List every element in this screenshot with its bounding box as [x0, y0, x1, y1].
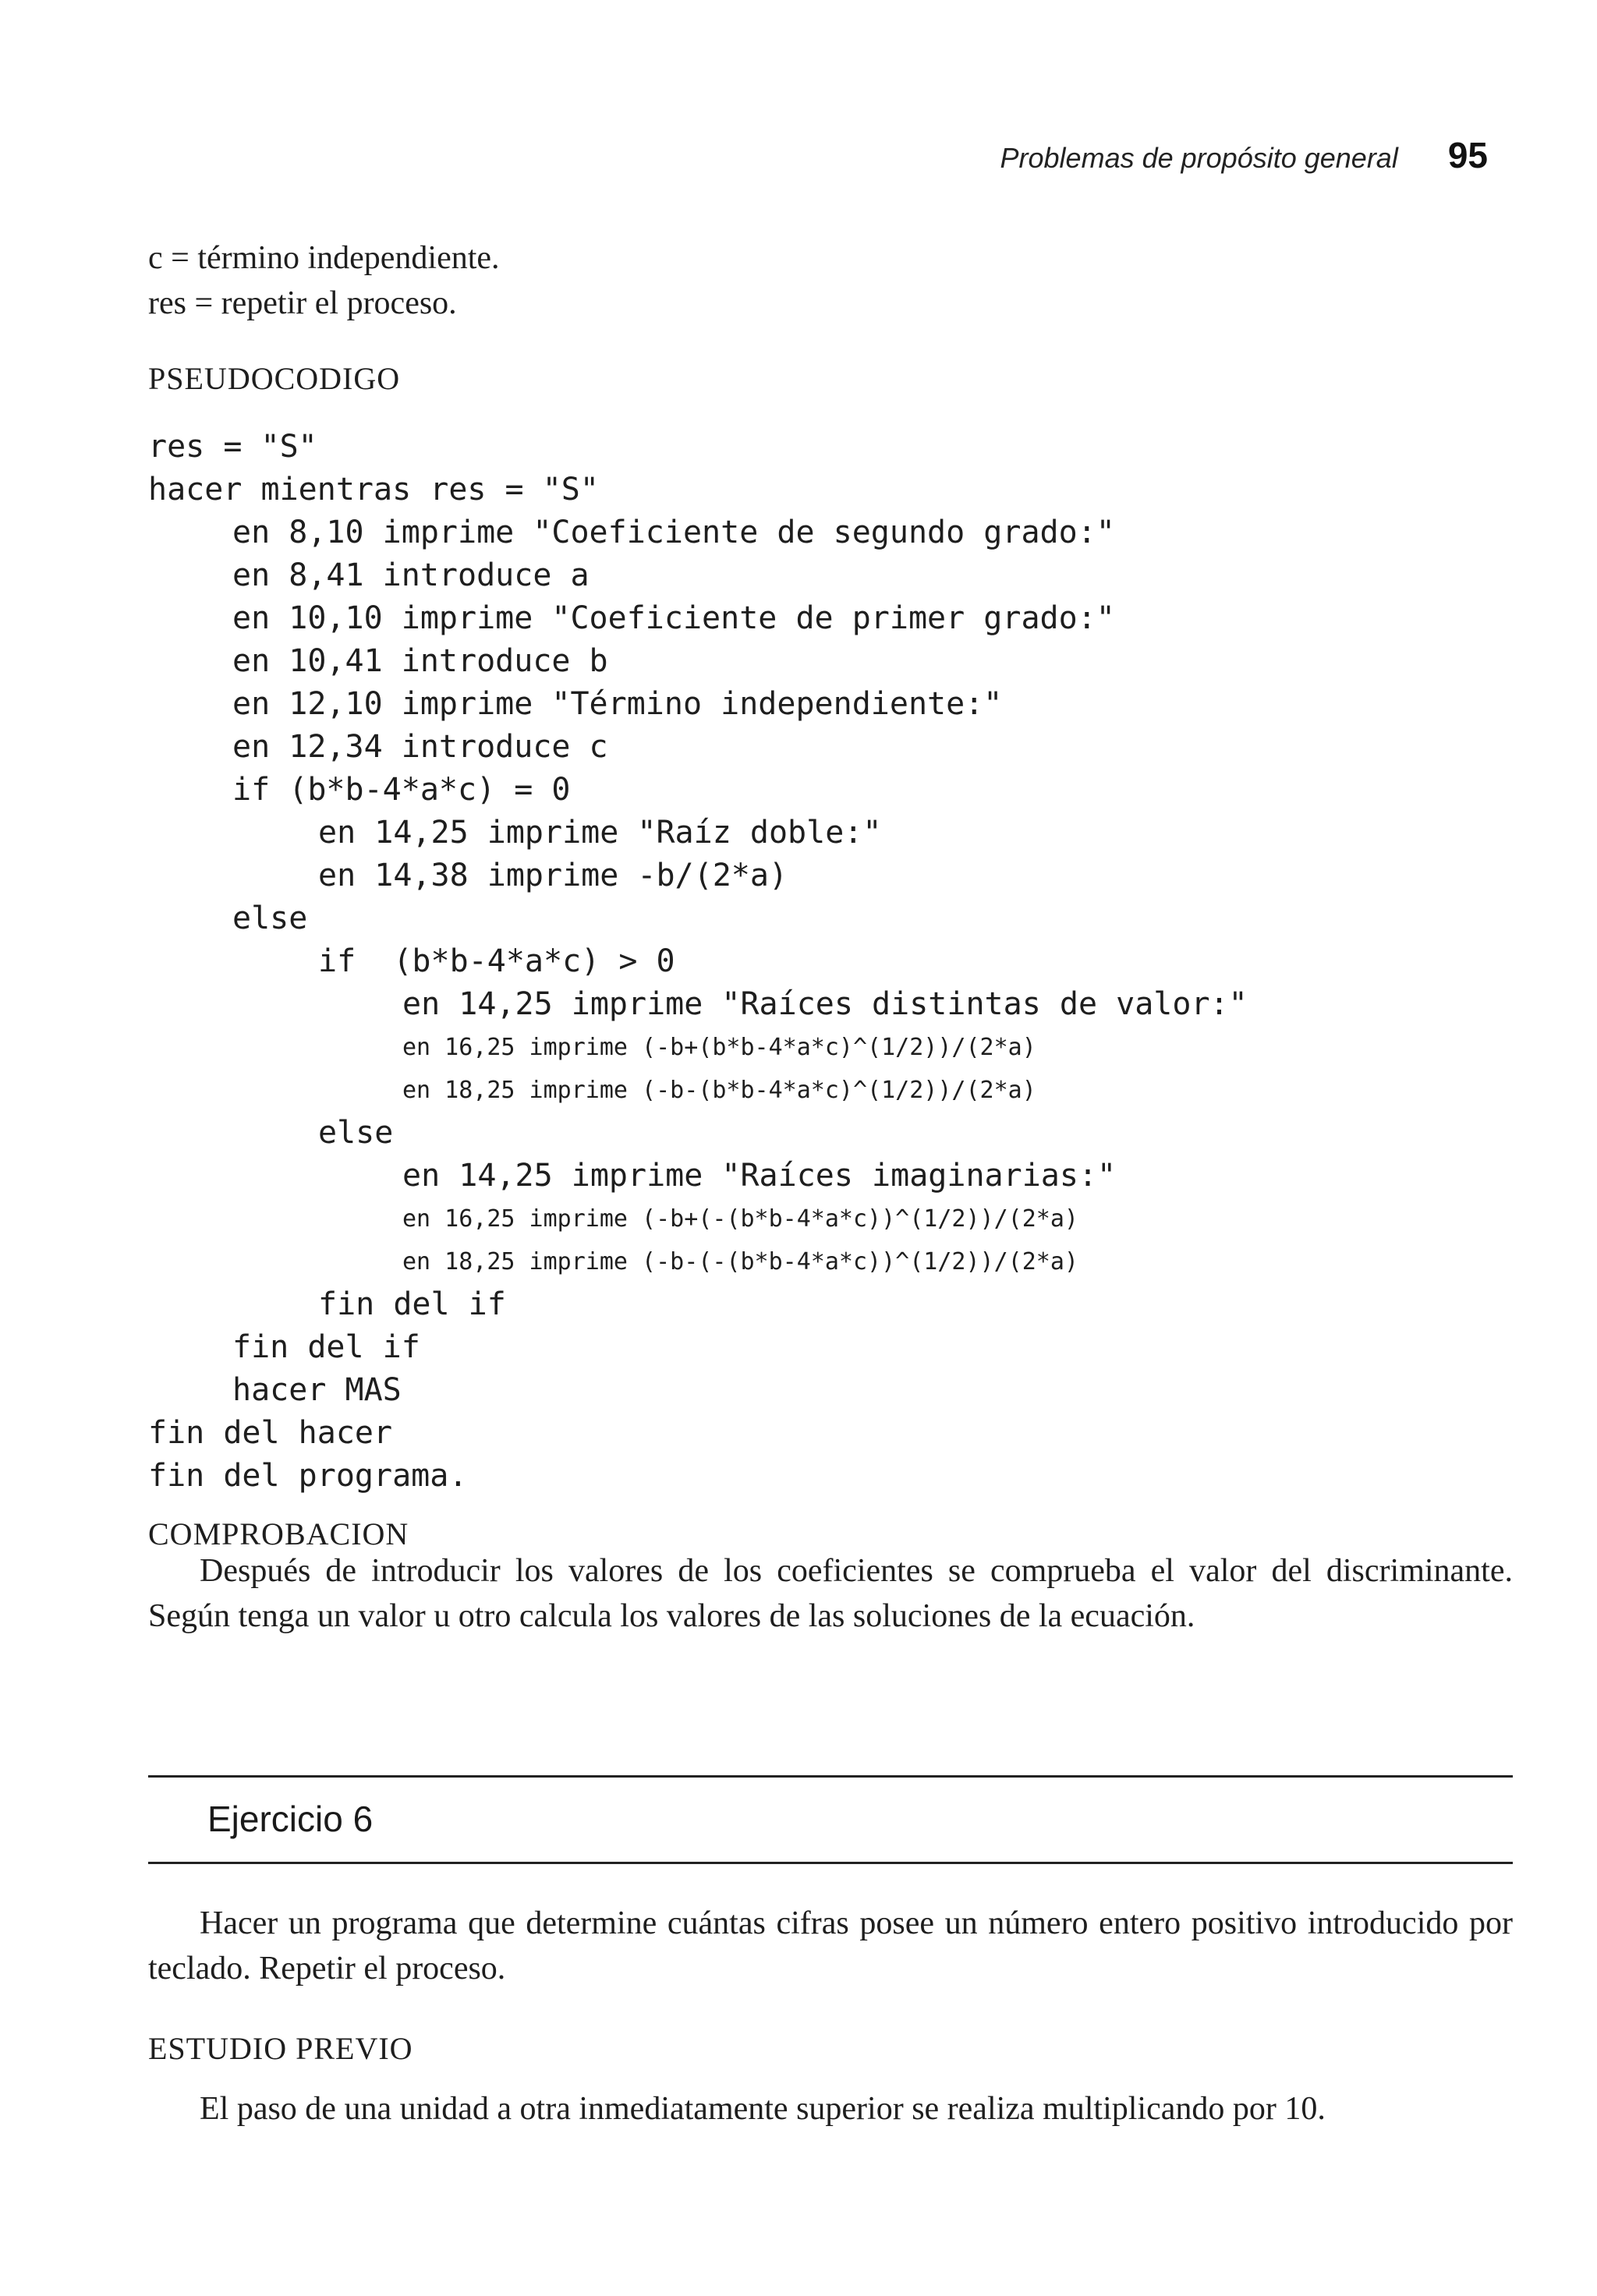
pseudocode-line: if (b*b-4*a*c) = 0	[232, 772, 571, 808]
pseudocode-line: en 8,41 introduce a	[232, 557, 590, 593]
pseudocode-line: en 12,34 introduce c	[232, 729, 608, 765]
pseudocode-line: en 14,25 imprime "Raíces imaginarias:"	[402, 1158, 1117, 1194]
pseudocode-line: en 8,10 imprime "Coeficiente de segundo grado:"	[232, 515, 1115, 550]
pseudocode-block	[148, 426, 1248, 1498]
pseudocode-line: fin del if	[232, 1329, 420, 1365]
pseudocode-line: en 18,25 imprime (-b-(b*b-4*a*c)^(1/2))/(2*a)	[402, 1077, 1036, 1104]
exercise-title: Ejercicio 6	[207, 1799, 374, 1839]
definition-line: c = término independiente.	[148, 240, 500, 276]
page-number: 95	[1447, 135, 1488, 175]
pseudocode-line: en 14,38 imprime -b/(2*a)	[318, 858, 788, 893]
pseudocode-line: fin del programa.	[148, 1458, 468, 1494]
pseudocode-line: if (b*b-4*a*c) > 0	[318, 943, 675, 979]
running-title: Problemas de propósito general	[1000, 142, 1398, 174]
pseudocode-line: fin del hacer	[148, 1415, 393, 1451]
pseudocode-line: hacer mientras res = "S"	[148, 472, 599, 508]
exercise-bottom-rule	[148, 1862, 1513, 1864]
pseudocode-line: en 18,25 imprime (-b-(-(b*b-4*a*c))^(1/2))/(2*a)	[402, 1248, 1078, 1275]
verification-heading: COMPROBACION	[148, 1516, 409, 1551]
pseudocode-line: en 14,25 imprime "Raíz doble:"	[318, 815, 882, 851]
pseudocode-line: en 16,25 imprime (-b+(b*b-4*a*c)^(1/2))/(2*a)	[402, 1034, 1036, 1061]
definition-line: res = repetir el proceso.	[148, 285, 457, 321]
pseudocode-line: fin del if	[318, 1286, 506, 1322]
pseudocode-line: hacer MAS	[232, 1372, 402, 1408]
pseudocode-line: else	[232, 900, 308, 936]
preliminary-study-paragraph: El paso de una unidad a otra inmediatamente superior se realiza multiplicando por 10.	[200, 2091, 1326, 2127]
pseudocode-line: en 10,41 introduce b	[232, 643, 608, 679]
pseudocode-line: res = "S"	[148, 429, 317, 465]
variable-definitions	[148, 235, 500, 326]
running-header	[1000, 134, 1488, 176]
pseudocode-line: else	[318, 1115, 394, 1151]
pseudocode-line: en 16,25 imprime (-b+(-(b*b-4*a*c))^(1/2))/(2*a)	[402, 1205, 1078, 1233]
verification-paragraph: Después de introducir los valores de los coeficientes se comprueba el valor del discriminante. Según tenga un valor u otro calcula los valores de las soluciones de la ecuación.	[148, 1553, 1513, 1634]
exercise-statement: Hacer un programa que determine cuántas cifras posee un número entero positivo introducido por teclado. Repetir el proceso.	[148, 1905, 1513, 1986]
pseudocode-line: en 12,10 imprime "Término independiente:"	[232, 686, 1003, 722]
pseudocode-line: en 10,10 imprime "Coeficiente de primer grado:"	[232, 600, 1115, 636]
pseudocode-heading: PSEUDOCODIGO	[148, 361, 401, 396]
pseudocode-line: en 14,25 imprime "Raíces distintas de valor:"	[402, 986, 1248, 1022]
preliminary-study-heading: ESTUDIO PREVIO	[148, 2031, 413, 2066]
exercise-top-rule	[148, 1775, 1513, 1778]
